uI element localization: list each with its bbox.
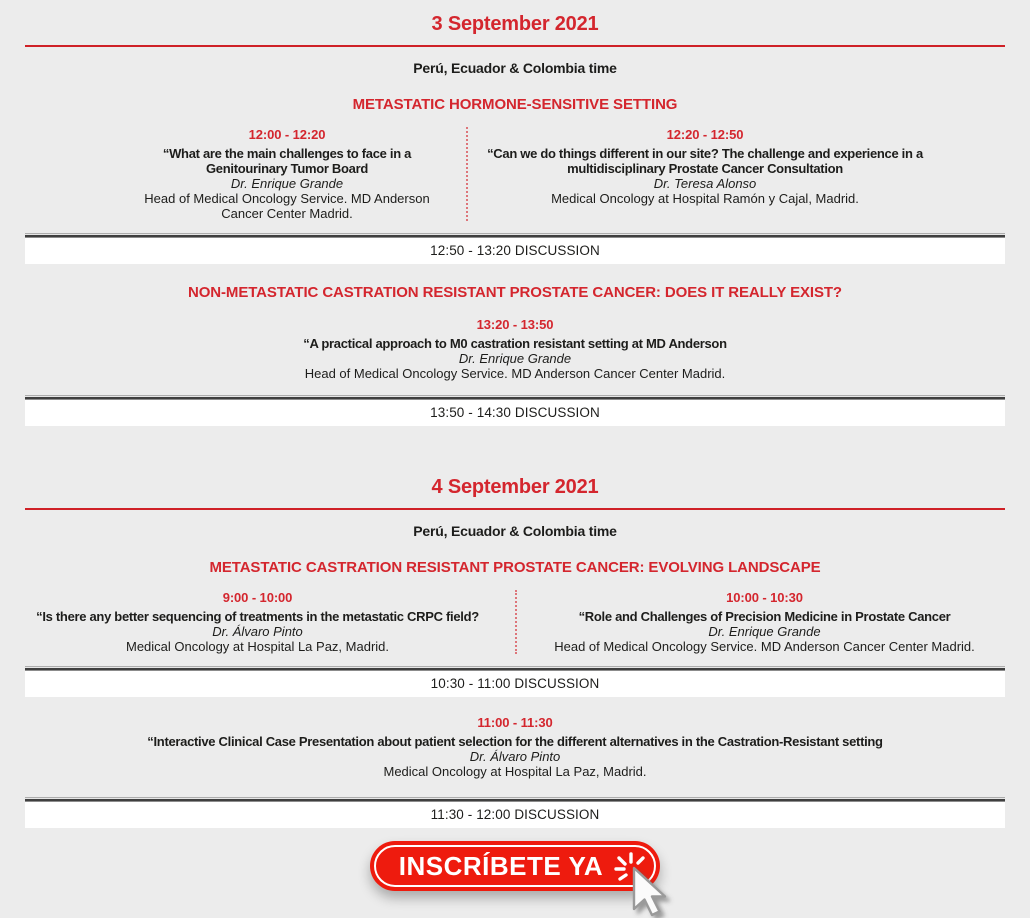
day-2-title: 4 September 2021: [431, 476, 599, 498]
discussion-label: 10:30 - 11:00 DISCUSSION: [25, 671, 1005, 697]
session-speaker: Dr. Enrique Grande: [230, 176, 344, 191]
register-button[interactable]: [370, 841, 660, 891]
day-1-title: 3 September 2021: [431, 13, 599, 35]
discussion-band: [25, 797, 1005, 828]
session-affiliation: Head of Medical Oncology Service. MD Anderson Cancer Center Madrid.: [304, 366, 726, 381]
discussion-label: 11:30 - 12:00 DISCUSSION: [25, 802, 1005, 828]
day-2-session-row: [0, 590, 1030, 654]
day-2-title-rule: [25, 508, 1005, 510]
session-card: [0, 127, 468, 221]
cursor-arrow: [634, 868, 665, 915]
session-title: “Can we do things different in our site? The challenge and experience in a multidisciplinary Prostate Cancer Consultation: [487, 146, 923, 176]
discussion-band: [25, 666, 1005, 697]
discussion-band: [25, 233, 1005, 264]
discussion-band: [25, 395, 1005, 426]
session-time: 9:00 - 10:00: [222, 590, 293, 605]
session-speaker: Dr. Enrique Grande: [708, 624, 821, 639]
session-speaker: Dr. Enrique Grande: [458, 351, 572, 366]
click-cursor-icon: [614, 852, 676, 918]
day-1-timezone-label: Perú, Ecuador & Colombia time: [413, 60, 617, 76]
session-speaker: Dr. Álvaro Pinto: [212, 624, 303, 639]
session-title: “What are the main challenges to face in a Genitourinary Tumor Board: [162, 146, 412, 176]
day-1-section-heading-2: NON-METASTATIC CASTRATION RESISTANT PROSTATE CANCER: DOES IT REALLY EXIST?: [188, 284, 842, 301]
session-title: “Is there any better sequencing of treatments in the metastatic CRPC field?: [36, 609, 479, 624]
session-title: “Role and Challenges of Precision Medicine in Prostate Cancer: [578, 609, 951, 624]
session-time: 12:00 - 12:20: [248, 127, 326, 142]
session-affiliation: Head of Medical Oncology Service. MD Anderson Cancer Center Madrid.: [144, 191, 430, 221]
discussion-label: 12:50 - 13:20 DISCUSSION: [25, 238, 1005, 264]
session-speaker: Dr. Álvaro Pinto: [469, 749, 561, 764]
session-title: “A practical approach to M0 castration resistant setting at MD Anderson: [303, 336, 727, 351]
session-affiliation: Medical Oncology at Hospital La Paz, Madrid.: [383, 764, 647, 779]
session-time: 13:20 - 13:50: [476, 317, 554, 332]
day-2-timezone-label: Perú, Ecuador & Colombia time: [413, 523, 617, 539]
day-1-section-heading-1: METASTATIC HORMONE-SENSITIVE SETTING: [352, 96, 678, 113]
day-1-session-row: [0, 127, 1030, 221]
session-card: [50, 715, 980, 779]
session-time: 12:20 - 12:50: [666, 127, 744, 142]
session-card: [0, 590, 517, 654]
session-card: [517, 590, 1030, 654]
session-card: [468, 127, 1030, 221]
session-title: “Interactive Clinical Case Presentation about patient selection for the different alternatives in the Castration-Resistant setting: [147, 734, 883, 749]
day-section-2: [0, 476, 1030, 828]
session-time: 10:00 - 10:30: [726, 590, 803, 605]
session-affiliation: Head of Medical Oncology Service. MD Anderson Cancer Center Madrid.: [554, 639, 975, 654]
day-2-section-heading-1: METASTATIC CASTRATION RESISTANT PROSTATE CANCER: EVOLVING LANDSCAPE: [209, 559, 821, 576]
day-section-1: [0, 13, 1030, 426]
session-affiliation: Medical Oncology at Hospital Ramón y Cajal, Madrid.: [551, 191, 859, 206]
day-1-title-rule: [25, 45, 1005, 47]
session-speaker: Dr. Teresa Alonso: [653, 176, 757, 191]
cta-row: [0, 841, 1030, 891]
discussion-label: 13:50 - 14:30 DISCUSSION: [25, 400, 1005, 426]
session-time: 11:00 - 11:30: [477, 715, 553, 730]
register-button-label: INSCRÍBETE YA: [398, 850, 604, 881]
session-affiliation: Medical Oncology at Hospital La Paz, Madrid.: [125, 639, 389, 654]
session-card: [50, 317, 980, 381]
